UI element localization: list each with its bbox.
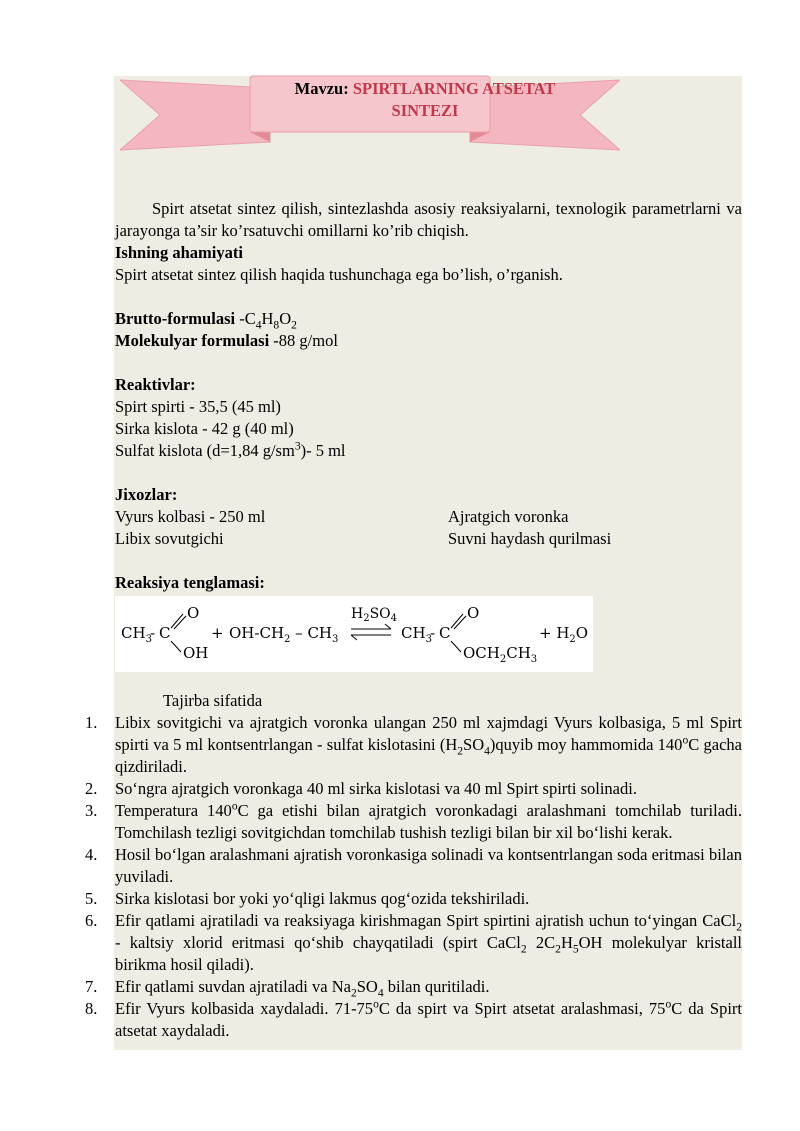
document-body [85,198,742,1042]
equipment-item: Libix sovutgichi [115,529,224,548]
step-text: Efir qatlami ajratiladi va reaksiyaga kirishmagan Spirt spirtini ajratish uchun to‘yingan CaCl$_2$ - kaltsiy xlorid eritmasi qo‘shib chayqatiladi (spirt CaCl$_2$ $2C_2H_5OH$ molekulyar kristall birikma hosil qiladi). [115,911,742,974]
step-number: 2. [85,779,98,798]
step-number: 5. [85,889,98,908]
reagent-item: Sirka kislota - 42 g (40 ml) [115,419,294,438]
step-text: So‘ngra ajratgich voronkaga 40 ml sirka kislotasi va 40 ml Spirt spirti solinadi. [115,779,637,798]
reaction-equation [115,596,593,672]
brutto-formula: Brutto-formulasi $-C_4H_8O_2$ [115,309,297,332]
step-number: 7. [85,977,98,996]
importance-heading: Ishning ahamiyati [115,243,243,262]
step-number: 4. [85,845,98,864]
page-title [250,78,600,122]
reagent-item: Sulfat kislota (d=1,84 $g/sm^3)-$ 5 ml [115,440,346,460]
title-label: Mavzu: [294,79,349,98]
svg-text:C: C [159,624,171,642]
experiment-step [85,910,742,976]
step-text: Temperatura 140$^o$C ga etishi bilan ajratgich voronkadagi aralashmani tomchilab turiladi. Tomchilash tezligi sovitgichdan tomchilab tushish tezligi bilan bir xil bo‘lishi kerak. [115,800,742,842]
svg-text:+: + [211,624,224,642]
equipment-row [115,506,742,528]
reagent-item: Spirt spirti - 35,5 (45 ml) [115,397,281,416]
experiment-step [85,844,742,888]
svg-text:O: O [467,604,480,622]
reaction-heading: Reaksiya tenglamasi: [115,573,265,592]
svg-text:OH: OH [183,644,209,662]
title-topic-line2: SINTEZI [391,101,459,120]
svg-text:CH3: $CH_3$ [401,624,432,645]
experiment-step [85,888,742,910]
reagents-heading: Reaktivlar: [115,375,196,394]
experiment-step [85,800,742,844]
svg-text:-: - [430,624,436,642]
equipment-item: Ajratgich voronka [448,507,569,526]
purpose-paragraph: Spirt atsetat sintez qilish, sintezlashda asosiy reaksiyalarni, texnologik parametrlarni va jarayonga ta’sir ko’rsatuvchi omillarni ko’rib chiqish. [115,199,742,240]
step-number: 3. [85,801,98,820]
equipment-item: Vyurs kolbasi - 250 ml [115,507,266,526]
step-text: Libix sovitgichi va ajratgich voronka ulangan 250 ml xajmdagi Vyurs kolbasiga, 5 ml Spirt spirti va 5 ml kontsentrlangan - sulfat kislotasini $(H_2SO_4)quyib$ moy hammomida 140$^o$C gacha qizdiriladi. [115,713,742,776]
svg-text:H2SO4: $H_2SO_4$ [351,606,398,624]
svg-text:+ H2O: + $H_2O$ [539,624,589,645]
experiment-step [85,712,742,778]
molecular-formula: Molekulyar formulasi -88 g/mol [115,331,338,350]
svg-text:C: C [439,624,451,642]
step-text: Efir Vyurs kolbasida xaydaladi. 71-75$^o$C da spirt va Spirt atsetat aralashmasi, 75$^o$C da Spirt atsetat xaydaladi. [115,998,742,1040]
experiment-step [85,998,742,1042]
equipment-item: Suvni haydash qurilmasi [448,529,612,548]
svg-text:O: O [187,604,200,622]
experiment-step [85,778,742,800]
title-topic-line1: SPIRTLARNING ATSETAT [352,79,556,98]
equipment-row [115,528,742,550]
experiment-step [85,976,742,1000]
step-text: Hosil bo‘lgan aralashmani ajratish voronkasiga solinadi va kontsentrlangan soda eritmasi bilan yuviladi. [115,845,742,886]
eq-ch3: $CH_3$ [121,624,152,645]
svg-text:-: - [150,624,156,642]
svg-text:OH-CH2 – CH3: $OH-CH_2 - CH_3$ [229,624,339,645]
svg-text:OCH2CH3: $OCH_2CH_3$ [463,644,538,665]
step-text: Sirka kislotasi bor yoki yo‘qligi lakmus qog‘ozida tekshiriladi. [115,889,530,908]
equipment-heading: Jixozlar: [115,485,178,504]
step-text: Efir qatlami suvdan ajratiladi va $Na_2SO_4$ bilan quritiladi. [115,977,490,1000]
step-number: 6. [85,911,98,930]
experiment-heading: Tajirba sifatida [163,691,263,710]
step-number: 8. [85,999,98,1018]
experiment-steps [85,712,742,1042]
importance-text: Spirt atsetat sintez qilish haqida tushunchaga ega bo’lish, o’rganish. [115,265,563,284]
step-number: 1. [85,713,98,732]
